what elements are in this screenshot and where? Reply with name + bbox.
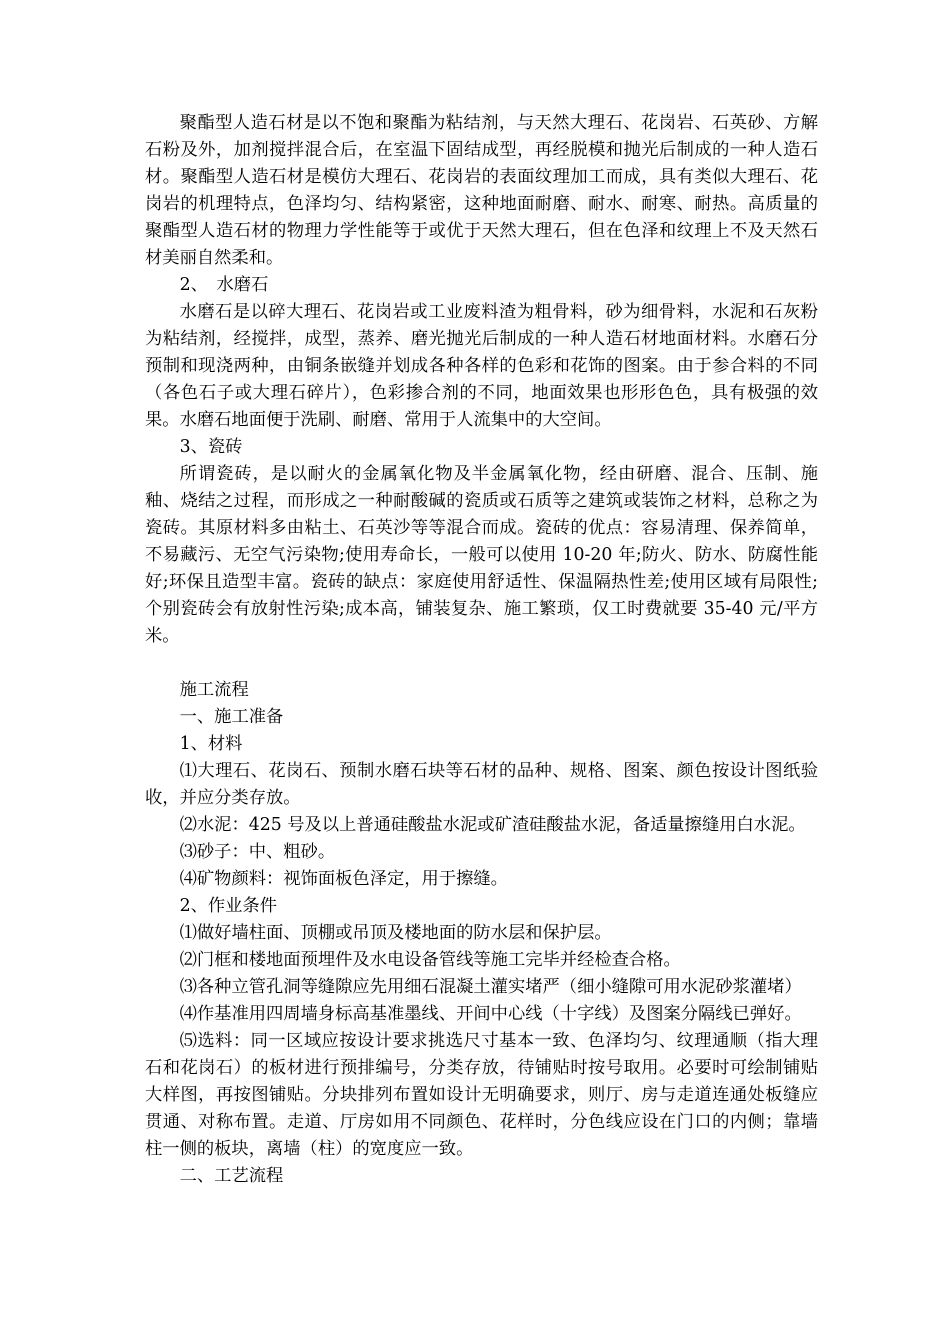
heading-preparation: 一、施工准备 (179, 707, 284, 727)
list-item-pigment: ⑷矿物颜料：视饰面板色泽定，用于擦缝。 (179, 869, 508, 889)
list-item-embedded-parts: ⑵门框和楼地面预埋件及水电设备管线等施工完毕并经检查合格。 (179, 950, 681, 970)
list-item-material-selection: ⑸选料：同一区域应按设计要求挑选尺寸基本一致、色泽均匀、纹理通顺（指大理石和花岗石）的板材进行预排编号，分类存放，待铺贴时按号取用。必要时可绘制铺贴大样图，再按图铺贴。分块排列布置如设计无明确要求，则厅、房与走道连通处板缝应贯通、对称布置。走道、厅房如用不同颜色、花样时，分色线应设在门口的内侧；靠墙柱一侧的板块，离墙（柱）的宽度应一致。 (145, 1031, 818, 1159)
list-item-cement: ⑵水泥：425 号及以上普通硅酸盐水泥或矿渣硅酸盐水泥，备适量擦缝用白水泥。 (179, 815, 806, 835)
heading-process-flow: 二、工艺流程 (179, 1166, 284, 1186)
heading-construction-process: 施工流程 (179, 680, 249, 700)
list-item-baselines: ⑷作基准用四周墙身标高基准墨线、开间中心线（十字线）及图案分隔线已弹好。 (179, 1004, 802, 1024)
blank-line (145, 650, 818, 677)
paragraph-polyester-stone: 聚酯型人造石材是以不饱和聚酯为粘结剂，与天然大理石、花岗岩、石英砂、方解石粉及外，加剂搅拌混合后，在室温下固结成型，再经脱模和抛光后制成的一种人造石材。聚酯型人造石材是模仿大理石、花岗岩的表面纹理加工而成，具有类似大理石、花岗岩的机理特点，色泽均匀、结构紧密，这种地面耐磨、耐水、耐寒、耐热。高质量的聚酯型人造石材的物理力学性能等于或优于天然大理石，但在色泽和纹理上不及天然石材美丽自然柔和。 (145, 113, 818, 268)
list-item-waterproof: ⑴做好墙柱面、顶棚或吊顶及楼地面的防水层和保护层。 (179, 923, 612, 943)
list-item-stone: ⑴大理石、花岗石、预制水磨石块等石材的品种、规格、图案、颜色按设计图纸验收，并应分类存放。 (145, 761, 818, 808)
paragraph-ceramic-tile: 所谓瓷砖，是以耐火的金属氧化物及半金属氧化物，经由研磨、混合、压制、施釉、烧结之过程，而形成之一种耐酸碱的瓷质或石质等之建筑或装饰之材料，总称之为瓷砖。其原材料多由粘土、石英沙等等混合而成。瓷砖的优点：容易清理、保养简单，不易藏污、无空气污染物;使用寿命长，一般可以使用 10-20 年;防火、防水、防腐性能好;环保且造型丰富。瓷砖的缺点：家庭使用舒适性、保温隔热性差;使用区域有局限性;个别瓷砖会有放射性污染;成本高，铺装复杂、施工繁琐，仅工时费就要 35-40 元/平方米。 (145, 464, 818, 646)
list-item-sand: ⑶砂子：中、粗砂。 (179, 842, 336, 862)
list-item-pipe-holes: ⑶各种立管孔洞等缝隙应先用细石混凝土灌实堵严（细小缝隙可用水泥砂浆灌堵） (179, 977, 802, 997)
document-body (145, 110, 818, 1190)
heading-work-conditions: 2、作业条件 (179, 896, 277, 916)
heading-ceramic-tile: 3、瓷砖 (179, 437, 243, 457)
heading-materials: 1、材料 (179, 734, 243, 754)
paragraph-terrazzo: 水磨石是以碎大理石、花岗岩或工业废料渣为粗骨料，砂为细骨料，水泥和石灰粉为粘结剂，经搅拌，成型，蒸养、磨光抛光后制成的一种人造石材地面材料。水磨石分预制和现浇两种，由铜条嵌缝并划成各种各样的色彩和花饰的图案。由于参合料的不同（各色石子或大理石碎片），色彩掺合剂的不同，地面效果也形形色色，具有极强的效果。水磨石地面便于洗刷、耐磨、常用于人流集中的大空间。 (145, 302, 818, 430)
heading-terrazzo: 2、 水磨石 (179, 275, 269, 295)
